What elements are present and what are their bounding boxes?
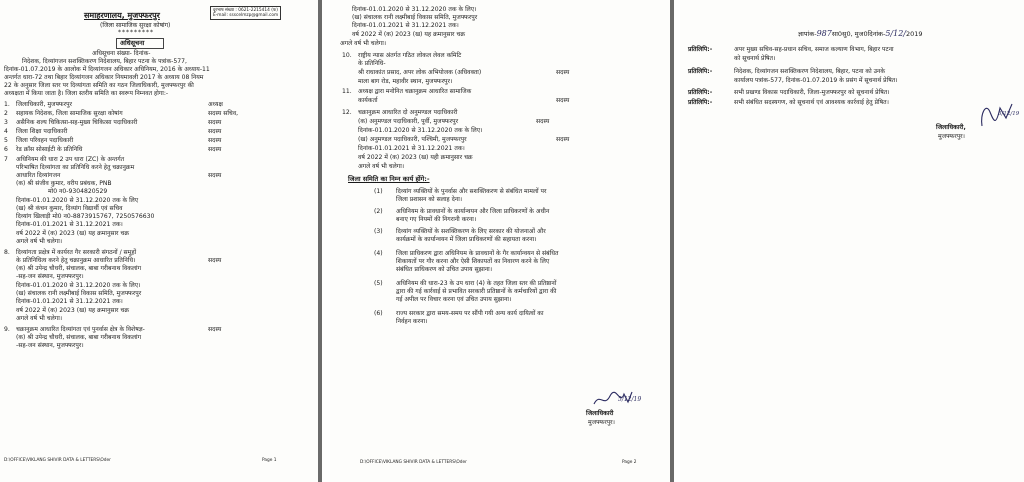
- member-role: सदस्य: [208, 257, 222, 264]
- intro-line: दिनांक-01.07.2019 के आलोक में दिव्यांगजन अधिकार अधिनियम, 2016 के अध्याय-11: [4, 66, 210, 73]
- item8-line: दिव्यांगता प्रक्षेत्र में कार्यरत गैर सरकारी संगठनों / समूहों: [16, 249, 137, 256]
- duty-line: राज्य सरकार द्वारा समय-समय पर सौंपी गयी अन्य कार्य दायित्वों का: [396, 310, 544, 317]
- member-num: 5: [4, 137, 8, 144]
- page-separator: [670, 0, 674, 482]
- member-role: सदस्य: [208, 146, 222, 153]
- footer-page: Page 2: [622, 460, 637, 465]
- copy-line: निदेशक, दिव्यांगजन सशक्तिकरण निदेशालय, बिहार, पटना को उनके: [734, 68, 885, 75]
- item7-line: अधिनियम की धारा 2 उप धारा (ZC) के अन्तर्गत: [16, 156, 125, 163]
- item9-line: (क) श्री उपेन्द्र चौधरी, संचालक, बाबा गरीबनाथ विकलांग: [16, 334, 142, 341]
- header-stars: *********: [118, 29, 154, 36]
- member-role: अध्यक्ष: [208, 101, 223, 108]
- duty-line: दिव्यांग व्यक्तियों के सशक्तिकरण के लिए सरकार की योजनाओं और: [396, 228, 546, 235]
- item10-line: श्री राधाकांत प्रसाद, अपर लोक अभियोजक (अधिवक्ता): [358, 69, 482, 76]
- member-num: 1.: [4, 101, 10, 108]
- signature-initials: 5/12/19: [998, 111, 1020, 117]
- memo-line: [798, 30, 923, 38]
- item12-line: दिनांक-01.01.2021 से 31.12.2021 तक।: [358, 145, 465, 152]
- member-role: सदस्य: [208, 326, 222, 333]
- item-num: 11.: [342, 88, 352, 95]
- page-3: [680, 0, 1024, 482]
- copy-label: प्रतिलिपि:-: [688, 99, 713, 106]
- copy-line: अपर मुख्य सचिव-सह-प्रधान सचिव, समाज कल्याण विभाग, बिहार पटना: [734, 46, 894, 53]
- item7-line: अगले वर्ष भी चलेगा।: [16, 238, 63, 245]
- intro-line: अन्तर्गत धारा-72 तथा बिहार दिव्यांगजन अधिकार नियमावली 2017 के अध्याय 08 नियम: [4, 74, 204, 81]
- member-name: जिला परिवहन पदाधिकारी: [16, 137, 74, 144]
- member-name: रेड क्रॉस सोसाईटी के प्रतिनिधि: [16, 146, 83, 153]
- item12-line: अगले वर्ष भी चलेगा।: [358, 163, 405, 170]
- memo-number: 987: [816, 29, 832, 38]
- duty-num: (3): [374, 228, 383, 235]
- copy-line: सभी प्रखण्ड विकास पदाधिकारी, जिला-मुजफ्फरपुर को सूचनार्थ प्रेषित।: [734, 89, 890, 96]
- item-num: 12.: [342, 109, 352, 116]
- page-separator: [318, 0, 322, 482]
- member-role: सदस्य: [208, 172, 222, 179]
- item7-line: आधारित दिव्यांगजन: [16, 172, 61, 179]
- item-num: 10.: [342, 52, 352, 59]
- item8-line: (क) श्री उपेन्द्र चौधरी, संचालक, बाबा गरीबनाथ विकलांग: [16, 265, 142, 272]
- reference-line: अधिसूचना संख्या- दिनांक-: [92, 50, 151, 57]
- item8-line: वर्ष 2022 में (क) 2023 (ख) यह क्रमानुसार चक्र: [16, 307, 130, 314]
- copy-label: प्रतिलिपि:-: [688, 46, 713, 53]
- duty-line: कार्यक्रमों के कार्यान्वयन में जिला प्राधिकरणों की सहायता करना।: [396, 236, 537, 243]
- duty-line: शिकायतों पर गौर करना और ऐसी शिकायतों का निवारण करने के लिए: [396, 258, 550, 265]
- member-role: सदस्य सचिव,: [208, 110, 239, 117]
- item12-line: दिनांक-01.01.2020 से 31.12.2020 तक के लिए।: [358, 127, 483, 134]
- member-name: जिलाधिकारी, मुजफ्फरपुर: [16, 101, 73, 108]
- member-name: जिला शिक्षा पदाधिकारी: [16, 128, 68, 135]
- item11-line: कार्यकर्ता: [358, 97, 378, 104]
- duty-line: बनाए गए नियमों की निगरानी करना।: [396, 216, 477, 223]
- duty-line: द्वारा की गई कार्रवाई से प्रभावित सरकारी प्रतिष्ठानों के कर्मचारियों द्वारा की: [396, 288, 557, 295]
- item7-line: वर्ष 2022 में (क) 2023 (ख) यह क्रमानुसार चक्र: [16, 230, 130, 237]
- duty-line: जिला प्राधिकरण द्वारा अधिनियम के प्रावधानों के गैर कार्यान्वयन से संबंधित: [396, 250, 559, 257]
- member-role: सदस्य: [208, 137, 222, 144]
- item-role: सदस्य: [556, 69, 570, 76]
- duty-num: (2): [374, 208, 383, 215]
- page-1: [0, 0, 318, 482]
- member-num: 6: [4, 146, 8, 153]
- copy-line: को सूचनार्थ प्रेषित।: [734, 55, 776, 62]
- memo-prefix: ज्ञापांक-: [798, 30, 817, 38]
- memo-mid: सा0सु0, मुज0दिनांक-: [831, 30, 886, 38]
- footer-path: D:\OFFICE\VIKLANG SHIVIR DATA & LETTERS\Oder: [360, 460, 467, 465]
- item12-line: (ख) अनुमण्डल पदाधिकारी, पश्चिमी, मुजफ्फरपुर: [358, 136, 467, 143]
- member-role: सदस्य: [208, 119, 222, 126]
- duty-num: (5): [374, 280, 383, 287]
- member-role: सदस्य: [208, 128, 222, 135]
- item12-line: चक्रानुक्रम आधारित दो अनुमण्डल पदाधिकारी: [358, 109, 458, 116]
- duty-num: (6): [374, 310, 383, 317]
- item12-line: (क) अनुमण्डल पदाधिकारी, पूर्वी, मुजफ्फरपुर: [358, 118, 459, 125]
- stamp-line: दूरभाष संख्या : 0621-2215414 (फ): [213, 8, 278, 13]
- member-num: 3: [4, 119, 8, 126]
- intro-line: 22 के अनुसार जिला स्तर पर दिव्यांगता समिति का गठन जिलाधिकारी, मुजफ्फरपुर की: [4, 82, 194, 89]
- stamp-line: E-mail: ssscelmzp@gmail.com: [213, 13, 279, 19]
- item-role: सदस्य: [556, 97, 570, 104]
- carryover-line: (ख) संचालक रानी लक्ष्मीबाई विकास समिति, मुजफ्फरपुर: [352, 14, 478, 21]
- item8-line: दिनांक-01.01.2021 से 31.12.2021 तक।: [16, 298, 123, 305]
- item8-line: (ख) संचालक रानी लक्ष्मीबाई विकास समिति, मुजफ्फरपुर: [16, 290, 142, 297]
- item9-line: -सह-जन संस्थान, मुजफ्फरपुर।: [16, 342, 84, 349]
- page-2: [330, 0, 670, 482]
- signatory-place: मुजफ्फरपुर।: [588, 419, 615, 426]
- carryover-line: अगले वर्ष भी चलेगा।: [340, 40, 387, 47]
- footer-path: D:\OFFICE\VIKLANG SHIVIR DATA & LETTERS\Oder: [4, 458, 111, 463]
- duties-title: जिला समिति का निम्न कार्य होंगे:-: [348, 175, 430, 183]
- signature-initials: 5/12/19: [618, 396, 642, 403]
- duty-line: निर्वहन करना।: [396, 318, 428, 325]
- duty-line: गई अपील पर विचार करना एवं उचित उपाय सुझाना।: [396, 296, 512, 303]
- duty-line: दिव्यांग व्यक्तियों के पुनर्वास और सशक्तिकरण से संबंधित मामलों पर: [396, 188, 547, 195]
- item8-line: अगले वर्ष भी चलेगा।: [16, 315, 63, 322]
- memo-date: 5/12/: [885, 29, 907, 38]
- copy-line: सभी संबंधित सदस्यगण, को सूचनार्थ एवं आवश्यक कार्रवाई हेतु प्रेषित।: [734, 99, 889, 106]
- item-role: सदस्य: [556, 136, 570, 143]
- duty-line: संबंधित प्राधिकरण को उचित उपाय सुझाना।: [396, 266, 493, 273]
- item7-line: (ख) श्री कंचन कुमार, दिव्यांग विद्यार्थी एवं सचिव: [16, 205, 123, 212]
- office-subheader: (जिला सामाजिक सुरक्षा कोषांग): [100, 22, 171, 29]
- copy-line: कार्यालय पत्रांक-577, दिनांक-01.07.2019 के प्रसंग में सूचनार्थ प्रेषित।: [734, 77, 898, 84]
- item7-line: परिभाषित दिव्यांगता का प्रतिनिधि करने हेतु चक्रानुक्रम: [16, 164, 135, 171]
- duty-num: (1): [374, 188, 383, 195]
- carryover-line: दिनांक-01.01.2020 से 31.12.2020 तक के लिए।: [352, 6, 477, 13]
- memo-year: 2019: [906, 30, 923, 38]
- signatory-place: मुजफ्फरपुर।: [938, 133, 965, 140]
- duty-line: जिला प्रशासन को सलाह देना।: [396, 196, 463, 203]
- member-num: 7: [4, 156, 8, 163]
- duty-num: (4): [374, 250, 383, 257]
- duty-line: अधिनियम के प्रावधानों के कार्यान्वयन और जिला प्राधिकरणों के अधीन: [396, 208, 550, 215]
- member-num: 8.: [4, 249, 10, 256]
- item10-line: राष्ट्रीय न्यास अंतर्गत गठित लोकल लेवल कमिटि: [358, 52, 462, 59]
- item9-line: चक्रानुक्रम आधारित दिव्यांगता एवं पुनर्वास क्षेत्र के विशेषज्ञ-: [16, 326, 145, 333]
- item7-line: दिनांक-01.01.2021 से 31.12.2021 तक।: [16, 221, 123, 228]
- item11-line: अध्यक्ष द्वारा मनोनित चक्रानुक्रम आधारित सामाजिक: [358, 88, 472, 95]
- item7-line: (क) श्री संजीव कुमार, वरीय प्रबंधक, PNB: [16, 180, 112, 187]
- item8-line: -सह-जन संस्थान, मुजफ्फरपुर।: [16, 273, 84, 280]
- signatory-title: जिलाधिकारी: [586, 410, 614, 417]
- member-num: 2: [4, 110, 8, 117]
- member-name: सहायक निदेशक, जिला सामाजिक सुरक्षा कोषांग: [16, 110, 123, 117]
- member-name: असैनिक शल्य चिकित्सा-सह-मुख्य चिकित्सा पदाधिकारी: [16, 119, 138, 126]
- item10-line: के प्रतिनिधि-: [358, 60, 386, 67]
- carryover-line: दिनांक-01.01.2021 से 31.12.2021 तक।: [352, 22, 459, 29]
- member-num: 4: [4, 128, 8, 135]
- item-role: सदस्य: [536, 118, 550, 125]
- carryover-line: वर्ष 2022 में (क) 2023 (ख) यह क्रमानुसार चक्र: [352, 31, 466, 38]
- office-header: समाहरणालय, मुजफ्फरपुर: [84, 11, 160, 20]
- copy-label: प्रतिलिपि:-: [688, 89, 713, 96]
- item8-line: के प्रतिनिधित्व करने हेतु चक्रानुक्रम आधारित प्रतिनिधि।: [16, 257, 136, 264]
- item10-line: माला बाग रोड, महावीर स्थान, मुजफ्फरपुर।: [358, 78, 453, 85]
- item7-line: मो0 न0-9304820529: [48, 188, 108, 195]
- notification-title: अधिसूचना: [120, 39, 145, 47]
- signatory-title: जिलाधिकारी,: [936, 124, 966, 131]
- intro-line: अध्यक्षता में किया जाता है। जिला स्तरीय समिति का स्वरूप निम्नवत होगा:-: [4, 90, 169, 97]
- copy-label: प्रतिलिपि:-: [688, 68, 713, 75]
- member-num: 9.: [4, 326, 10, 333]
- contact-stamp: [210, 6, 281, 20]
- item12-line: वर्ष 2022 में (क) 2023 (ख) यही क्रमानुसार चक्र: [358, 154, 473, 161]
- item8-line: दिनांक-01.01.2020 से 31.12.2020 तक के लिए।: [16, 282, 141, 289]
- footer-page: Page 1: [262, 458, 277, 463]
- duty-line: अधिनियम की धारा-23 के उप धारा (4) के तहत जिला स्तर की प्रतिष्ठानों: [396, 280, 557, 287]
- item7-line: दिव्यांग खिलाड़ी मो0 न0-8873915767, 7250576630: [16, 213, 155, 220]
- item7-line: दिनांक-01.01.2020 से 31.12.2020 तक के लिए: [16, 197, 139, 204]
- intro-line: निदेशक, दिव्यांगजन सशक्तिकरण निदेशालय, बिहार पटना के पत्रांक-577,: [22, 58, 187, 65]
